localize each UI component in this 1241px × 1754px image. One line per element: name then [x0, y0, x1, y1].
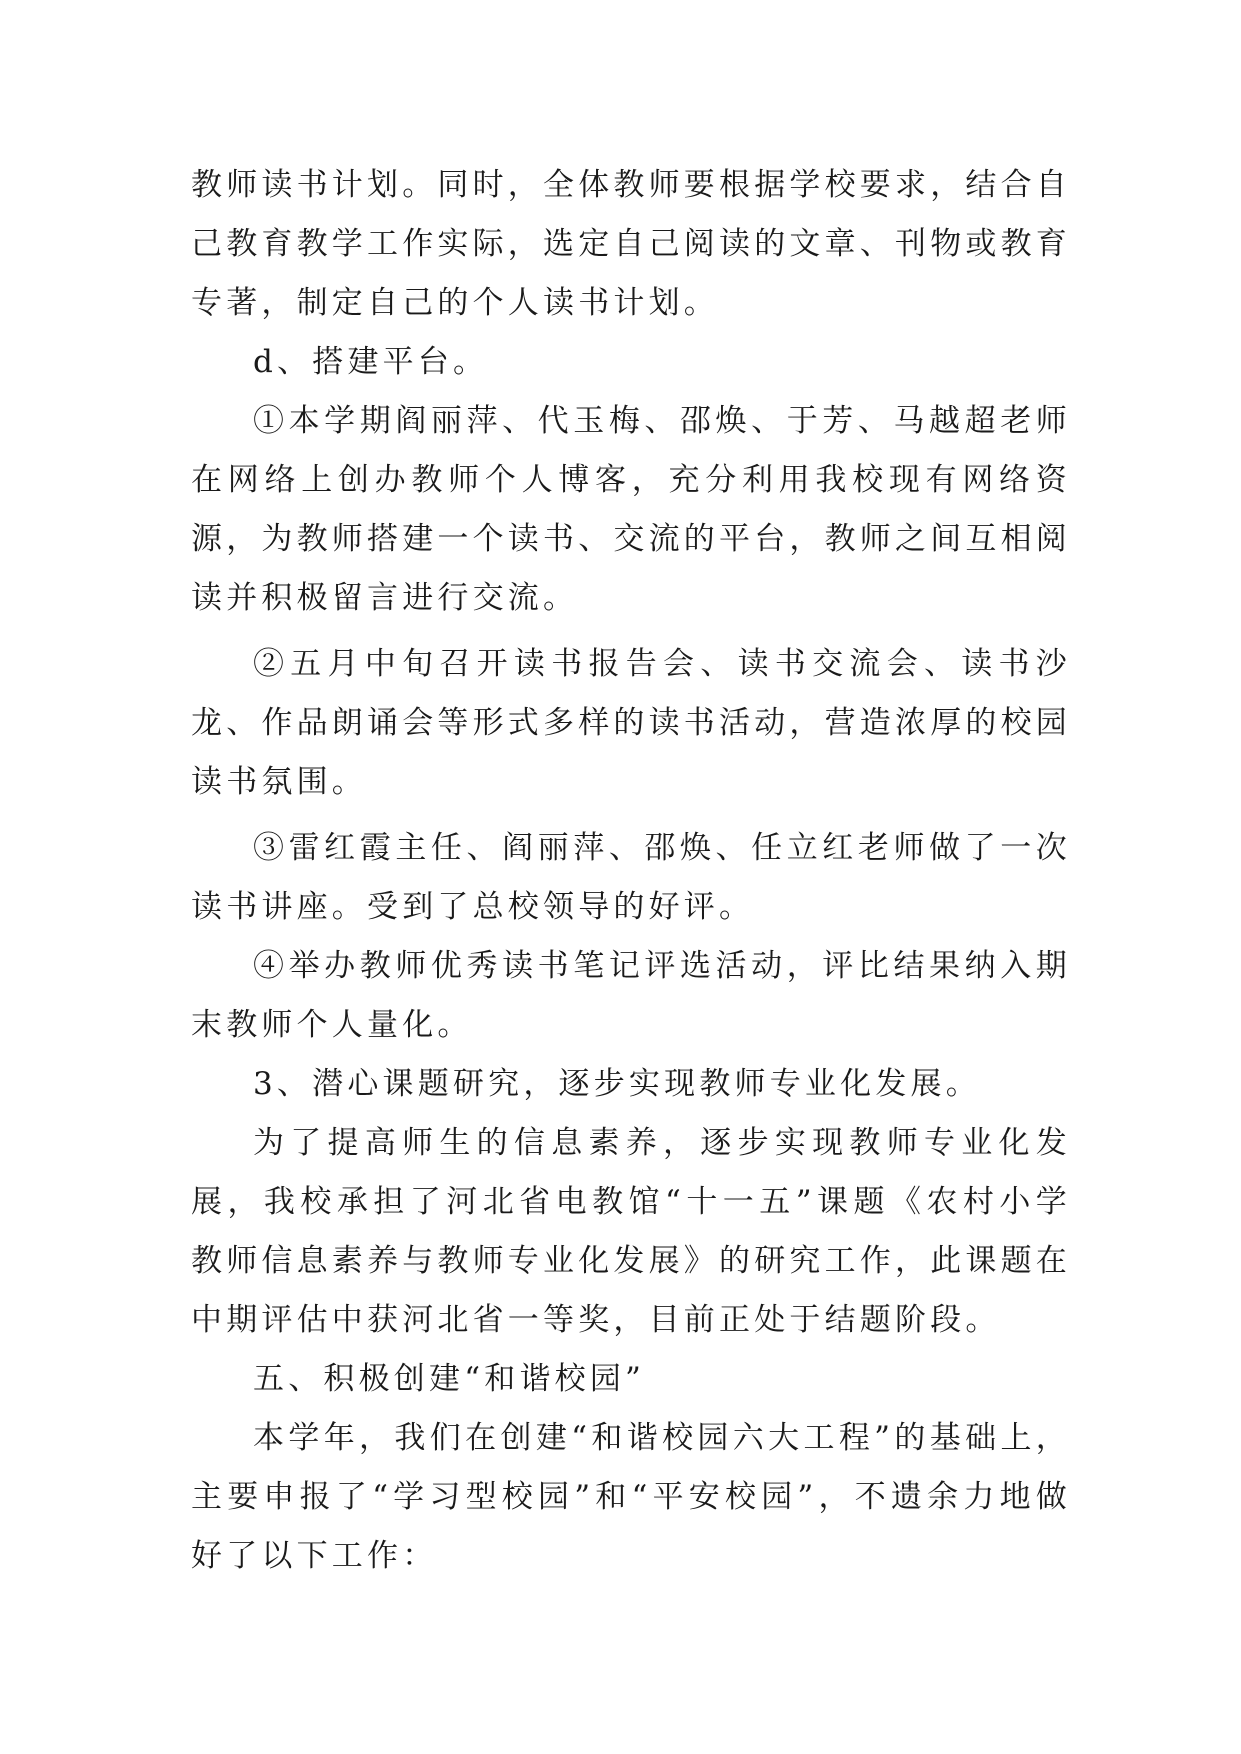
paragraph-item-2-activities: ②五月中旬召开读书报告会、读书交流会、读书沙龙、作品朗诵会等形式多样的读书活动，营造浓厚的校园读书氛围。 [191, 646, 1071, 800]
paragraph-item-3-lecture: ③雷红霞主任、阎丽萍、邵焕、任立红老师做了一次读书讲座。受到了总校领导的好评。 [191, 830, 1071, 925]
paragraph-build-platform-heading: d、搭建平台。 [253, 344, 489, 380]
paragraph-research-project: 为了提高师生的信息素养，逐步实现教师专业化发展，我校承担了河北省电教馆“十一五”课题《农村小学教师信息素养与教师专业化发展》的研究工作，此课题在中期评估中获河北省一等奖，目前正处于结题阶段。 [191, 1125, 1071, 1338]
paragraph-reading-plan: 教师读书计划。同时，全体教师要根据学校要求，结合自己教育教学工作实际，选定自己阅读的文章、刊物或教育专著，制定自己的个人读书计划。 [191, 167, 1071, 321]
paragraph-section-5-heading: 五、积极创建“和谐校园” [253, 1361, 646, 1397]
paragraph-section-3-heading: 3、潜心课题研究，逐步实现教师专业化发展。 [253, 1066, 981, 1102]
paragraph-item-4-notes: ④举办教师优秀读书笔记评选活动，评比结果纳入期末教师个人量化。 [191, 948, 1071, 1043]
document-body [191, 156, 1071, 1586]
paragraph-harmonious-campus: 本学年，我们在创建“和谐校园六大工程”的基础上，主要申报了“学习型校园”和“平安校园”，不遗余力地做好了以下工作： [191, 1420, 1071, 1574]
paragraph-item-1-blogs: ①本学期阎丽萍、代玉梅、邵焕、于芳、马越超老师在网络上创办教师个人博客，充分利用我校现有网络资源，为教师搭建一个读书、交流的平台，教师之间互相阅读并积极留言进行交流。 [191, 403, 1071, 616]
